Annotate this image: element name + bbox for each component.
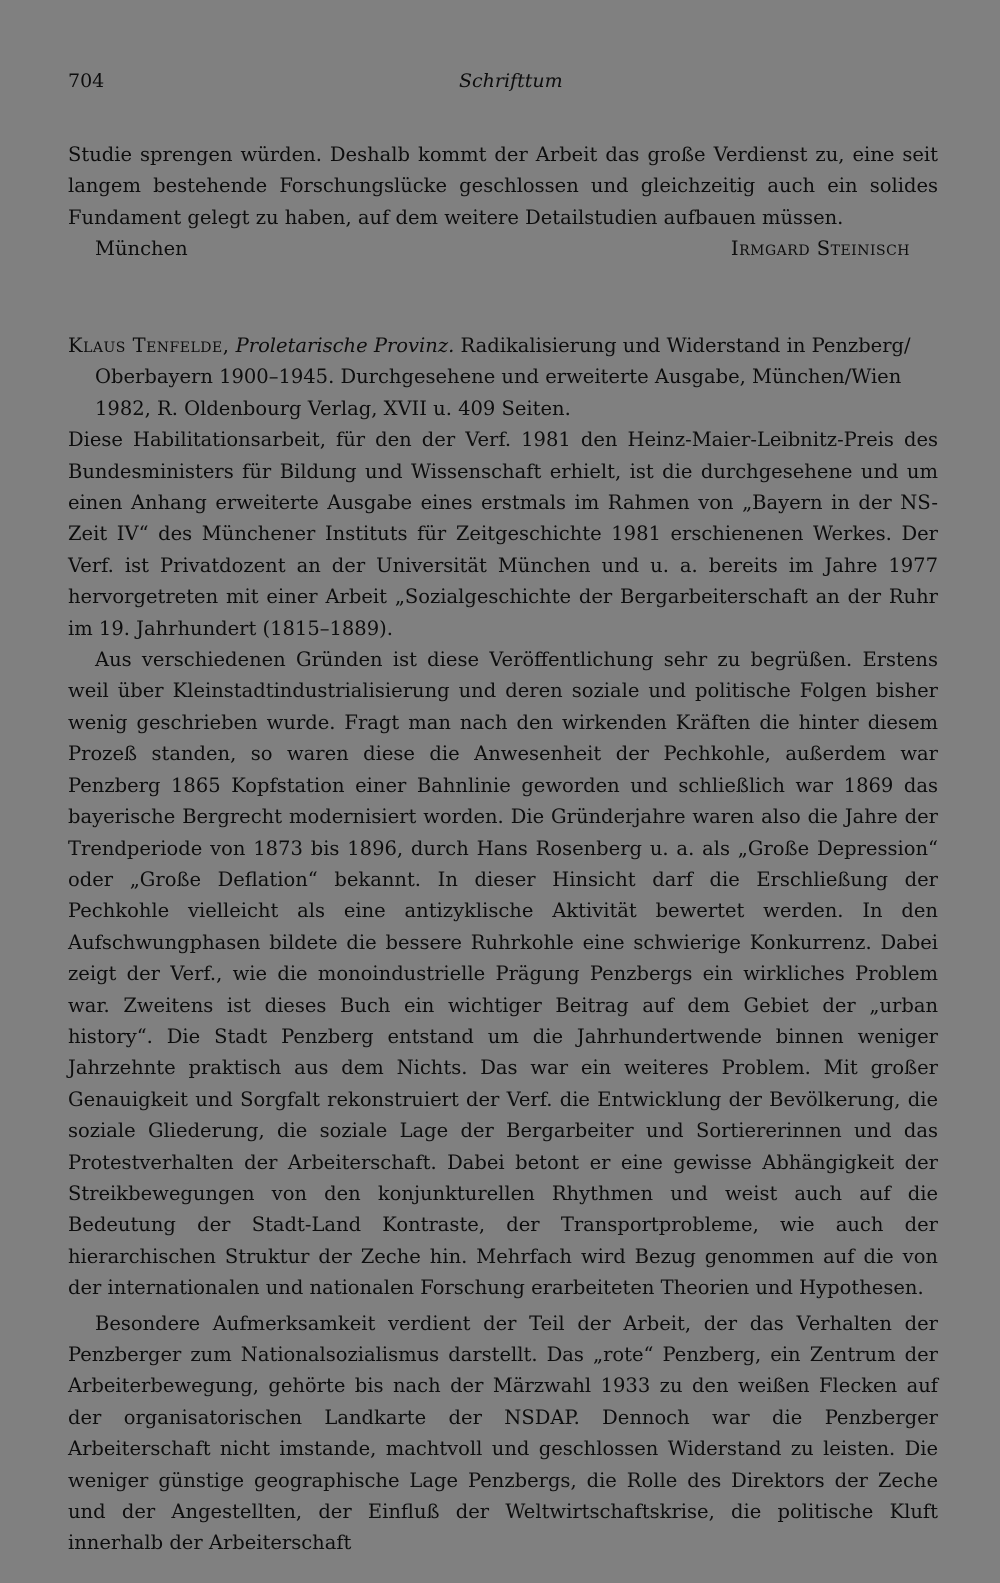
signature-reviewer: Irmgard Steinisch bbox=[730, 237, 910, 260]
page-number: 704 bbox=[68, 70, 105, 92]
previous-review-ending bbox=[68, 139, 938, 233]
review-paragraph-3: Besondere Aufmerksamkeit verdient der Teil der Arbeit, der das Verhalten der Penzberger zum Nationalsozialismus darstellt. Das „rote“ Penzberg, ein Zentrum der Arbeiterbewegung, gehörte bis nach der Märzwahl 1933 zu den weißen Flecken auf der organisatorischen Landkarte der NSDAP. Dennoch war die Penzberger Arbeiterschaft nicht imstande, machtvoll und geschlossen Widerstand zu leisten. Die weniger günstige geographische Lage Penzbergs, die Rolle des Direktors der Zeche und der Angestellten, der Einfluß der Weltwirtschaftskrise, die politische Kluft innerhalb der Arbeiterschaft bbox=[68, 1311, 938, 1555]
review-paragraph-2: Aus verschiedenen Gründen ist diese Veröffentlichung sehr zu begrüßen. Erstens weil über Kleinstadtindustrialisierung und deren soziale und politische Folgen bisher wenig geschrieben wurde. Fragt man nach den wirkenden Kräften die hinter diesem Prozeß standen, so waren diese die Anwesenheit der Pechkohle, außerdem war Penzberg 1865 Kopfstation einer Bahnlinie geworden und schließlich war 1869 das bayerische Bergrecht modernisiert worden. Die Gründerjahre waren also die Jahre der Trendperiode von 1873 bis 1896, durch Hans Rosenberg u. a. als „Große Depression“ oder „Große Deflation“ bekannt. In dieser Hinsicht darf die Erschließung der Pechkohle vielleicht als eine antizyklische Aktivität bewertet werden. In den Aufschwungphasen bildete die bessere Ruhrkohle eine schwierige Konkurrenz. Dabei zeigt der Verf., wie die monoindustrielle Prägung Penzbergs ein wirkliches Problem war. Zweitens ist dieses Buch ein wichtiger Beitrag auf dem Gebiet der „urban history“. Die Stadt Penzberg entstand um die Jahrhundertwende binnen weniger Jahrzehnte praktisch aus dem Nichts. Das war ein weiteres Problem. Mit großer Genauigkeit und Sorgfalt rekonstruiert der Verf. die Entwicklung der Bevölkerung, die soziale Gliederung, die soziale Lage der Bergarbeiter und Sortiererinnen und das Protestverhalten der Arbeiterschaft. Dabei betont er eine gewisse Abhängigkeit der Streikbewegungen von den konjunkturellen Rhythmen und weist auch auf die Bedeutung der Stadt-Land Kontraste, der Transportprobleme, wie auch der hierarchischen Struktur der Zeche hin. Mehrfach wird Bezug genommen auf die von der internationalen und nationalen Forschung erarbeiteten Theorien und Hypothesen. bbox=[68, 648, 938, 1300]
signature-place: München bbox=[95, 237, 188, 260]
page-header bbox=[68, 70, 938, 100]
review-citation bbox=[68, 330, 938, 424]
review-bibliographic-details: Radikalisierung und Widerstand in Penzberg/ Oberbayern 1900–1945. Durchgesehene und erweiterte Ausgabe, München/Wien 1982, R. Oldenbourg Verlag, XVII u. 409 Seiten. bbox=[95, 334, 911, 420]
previous-review-signature bbox=[68, 233, 910, 265]
running-head: Schrifttum bbox=[459, 70, 563, 92]
review-book-author: Klaus Tenfelde, bbox=[68, 334, 230, 357]
previous-review-closing-paragraph: Studie sprengen würden. Deshalb kommt der Arbeit das große Verdienst zu, eine seit langem bestehende Forschungslücke geschlossen und gleichzeitig auch ein solides Fundament gelegt zu haben, auf dem weitere Detailstudien aufbauen müssen. bbox=[68, 143, 938, 229]
review-paragraph-1: Diese Habilitationsarbeit, für den der Verf. 1981 den Heinz-Maier-Leibnitz-Preis des Bundesministers für Bildung und Wissenschaft erhielt, ist die durchgesehene und um einen Anhang erweiterte Ausgabe eines erstmals im Rahmen von „Bayern in der NS-Zeit IV“ des Münchener Instituts für Zeitgeschichte 1981 erschienenen Werkes. Der Verf. ist Privatdozent an der Universität München und u. a. bereits im Jahre 1977 hervorgetreten mit einer Arbeit „Sozialgeschichte der Bergarbeiterschaft an der Ruhr im 19. Jahrhundert (1815–1889). bbox=[68, 428, 938, 640]
review-book-title: Proletarische Provinz. bbox=[235, 334, 455, 357]
review-entry bbox=[68, 330, 938, 1559]
